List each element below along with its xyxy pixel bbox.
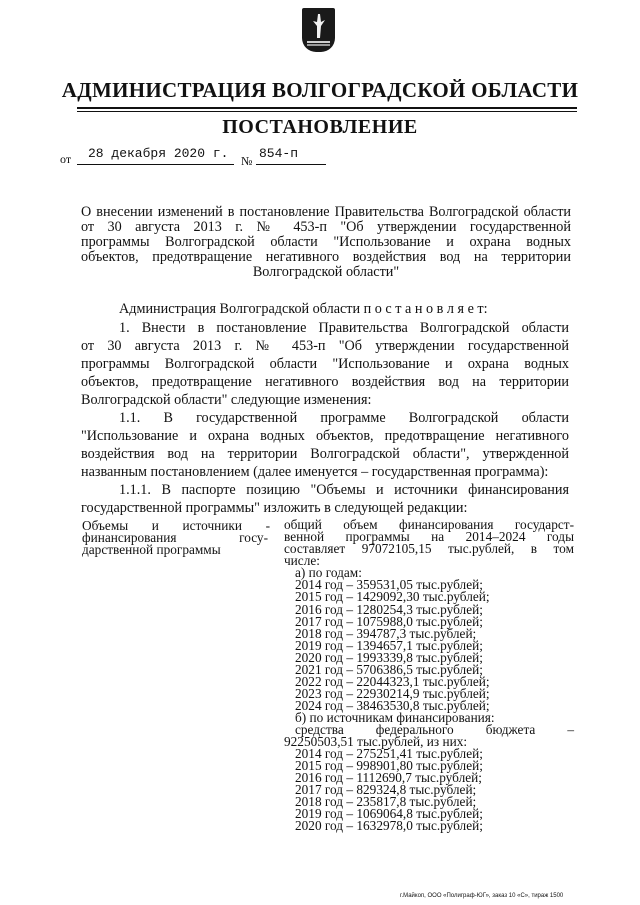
body-line: программы Волгоградской области "Использование и охрана водных xyxy=(81,356,569,372)
table-value-line: 2016 год – 1280254,3 тыс.рублей; xyxy=(295,602,483,617)
table-value-line: венной программы на 2014–2024 годы xyxy=(284,529,574,544)
table-value-line: 2014 год – 359531,05 тыс.рублей; xyxy=(295,577,483,592)
table-value-line: 92250503,51 тыс.рублей, из них: xyxy=(284,734,468,749)
body-line: объектов, предотвращение негативного воздействия вод на территории xyxy=(81,374,569,390)
table-value-line: 2017 год – 829324,8 тыс.рублей; xyxy=(295,782,477,797)
table-value-line: 2018 год – 235817,8 тыс.рублей; xyxy=(295,794,477,809)
number-underline xyxy=(256,164,326,165)
body-line: 1.1. В государственной программе Волгоградской области xyxy=(119,410,569,426)
date-underline xyxy=(77,164,234,165)
title-line: программы Волгоградской области "Использование и охрана водных xyxy=(81,234,571,250)
table-value-line: 2022 год – 22044323,1 тыс.рублей; xyxy=(295,674,490,689)
table-value-line: 2015 год – 998901,80 тыс.рублей; xyxy=(295,758,483,773)
date-prefix: от xyxy=(60,152,72,166)
title-line: Волгоградской области" xyxy=(252,264,400,280)
table-value-line: а) по годам: xyxy=(295,565,362,580)
table-value-line: 2018 год – 394787,3 тыс.рублей; xyxy=(295,626,477,641)
table-value-line: общий объем финансирования государст- xyxy=(284,517,574,532)
table-label-line: Объемы и источники - xyxy=(82,518,270,533)
document-number: 854-п xyxy=(259,146,299,161)
table-value-line: 2019 год – 1069064,8 тыс.рублей; xyxy=(295,806,483,821)
title-line: О внесении изменений в постановление Правительства Волгоградской области xyxy=(81,204,571,220)
table-value-line: числе: xyxy=(284,553,320,568)
title-line: объектов, предотвращение негативного воздействия вод на территории xyxy=(81,249,571,265)
coat-of-arms-icon xyxy=(302,8,335,52)
body-line: Волгоградской области" следующие изменения: xyxy=(81,392,372,408)
print-footer: г.Майкоп, ООО «Полиграф-ЮГ», заказ 10 «С», тираж 1500 xyxy=(400,893,564,899)
table-label-line: финансирования госу- xyxy=(82,530,268,545)
table-value-line: 2020 год – 1632978,0 тыс.рублей; xyxy=(295,818,483,833)
table-value-line: б) по источникам финансирования: xyxy=(295,710,495,725)
body-line: названным постановлением (далее именуется – государственная программа): xyxy=(81,464,549,480)
number-prefix: № xyxy=(241,154,253,168)
document-date: 28 декабря 2020 г. xyxy=(88,146,229,161)
table-value-line: 2021 год – 5706386,5 тыс.рублей; xyxy=(295,662,483,677)
body-line: 1.1.1. В паспорте позицию "Объемы и источники финансирования xyxy=(119,482,569,498)
table-value-line: 2017 год – 1075988,0 тыс.рублей; xyxy=(295,614,483,629)
body-line: воздействия вод на территории Волгоградской области", утвержденной xyxy=(81,446,569,462)
table-value-line: 2015 год – 1429092,30 тыс.рублей; xyxy=(295,589,490,604)
table-value-line: 2024 год – 38463530,8 тыс.рублей; xyxy=(295,698,490,713)
body-line: 1. Внести в постановление Правительства Волгоградской области xyxy=(119,320,569,336)
header-double-rule-thin xyxy=(77,111,577,112)
body-line: "Использование и охрана водных объектов, предотвращение негативного xyxy=(81,428,569,444)
body-line: государственной программы" изложить в следующей редакции: xyxy=(81,500,468,516)
body-line: Администрация Волгоградской области п о с т а н о в л я е т: xyxy=(119,301,488,317)
table-value-line: составляет 97072105,15 тыс.рублей, в том xyxy=(284,541,574,556)
table-label-line: дарственной программы xyxy=(82,542,221,557)
body-line: от 30 августа 2013 г. № 453-п "Об утверждении государственной xyxy=(81,338,569,354)
header-double-rule xyxy=(77,107,577,109)
organization-title: АДМИНИСТРАЦИЯ ВОЛГОГРАДСКОЙ ОБЛАСТИ xyxy=(61,78,579,102)
table-value-line: 2014 год – 275251,41 тыс.рублей; xyxy=(295,746,483,761)
title-line: от 30 августа 2013 г. № 453-п "Об утверждении государственной xyxy=(81,219,571,235)
document-type: ПОСТАНОВЛЕНИЕ xyxy=(222,116,418,138)
table-value-line: средства федерального бюджета – xyxy=(295,722,574,737)
table-value-line: 2020 год – 1993339,8 тыс.рублей; xyxy=(295,650,483,665)
table-value-line: 2023 год – 22930214,9 тыс.рублей; xyxy=(295,686,490,701)
table-value-line: 2019 год – 1394657,1 тыс.рублей; xyxy=(295,638,483,653)
table-value-line: 2016 год – 1112690,7 тыс.рублей; xyxy=(295,770,482,785)
